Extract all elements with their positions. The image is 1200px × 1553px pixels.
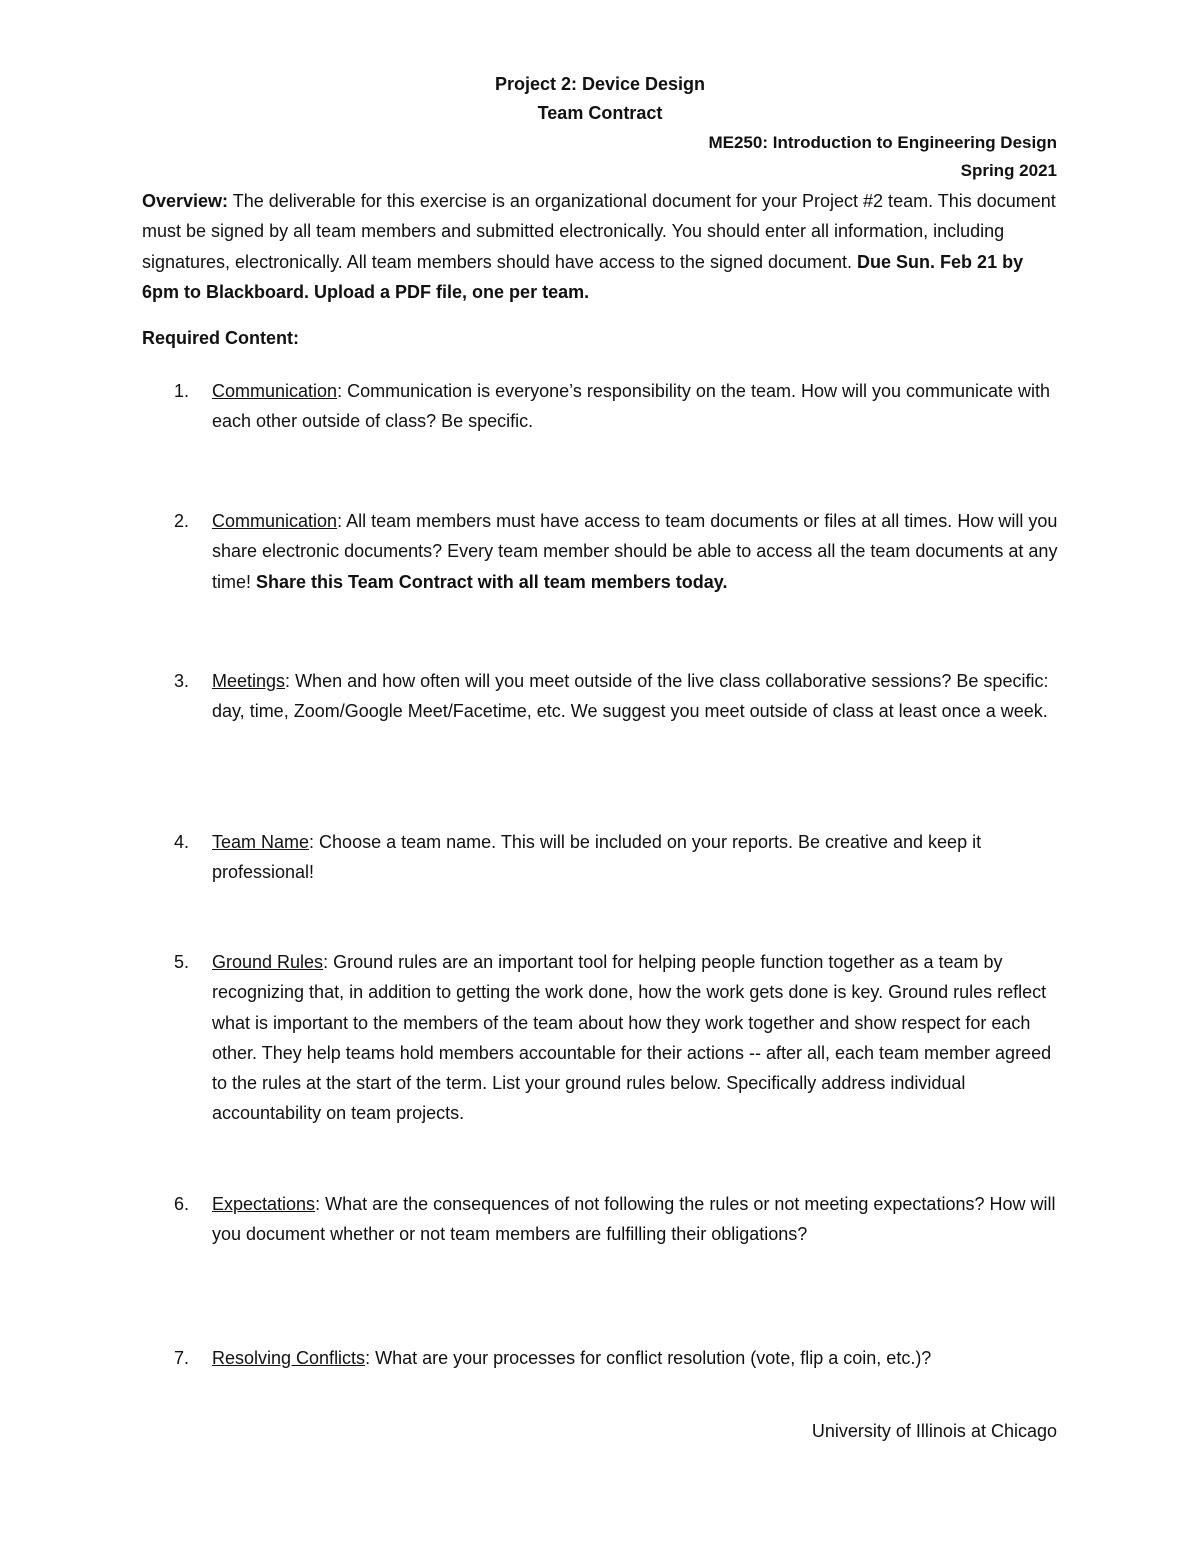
due-date-notice: Due Sun. Feb 21 by 6pm to Blackboard. Upload a PDF file, one per team.	[142, 251, 1024, 302]
item-text: What are your processes for conflict resolution (vote, flip a coin, etc.)?	[370, 1348, 932, 1368]
item-body	[212, 666, 1062, 727]
course-name: ME250: Introduction to Engineering Design	[708, 133, 1057, 152]
term-label: Spring 2021	[960, 161, 1057, 180]
item-body	[212, 1189, 1062, 1250]
item-text: What are the consequences of not following the rules or not meeting expectations? How will you document whether or not team members are fulfilling their obligations?	[212, 1194, 1056, 1245]
item-bold-text: Share this Team Contract with all team members today.	[256, 571, 728, 592]
list-item	[142, 1343, 1062, 1373]
list-item	[142, 947, 1062, 1129]
item-colon: :	[337, 381, 343, 401]
item-number: 5.	[174, 952, 190, 972]
item-colon: :	[337, 511, 343, 531]
overview-text: The deliverable for this exercise is an organizational document for your Project #2 team. This document must be signed by all team members and submitted electronically. You should enter all information, including signatures, electronically. All team members should have access to the signed document.	[142, 191, 1056, 272]
item-body	[212, 827, 1062, 888]
list-item	[142, 376, 1062, 437]
item-text: Ground rules are an important tool for helping people function together as a team by recognizing that, in addition to getting the work done, how the work gets done is key. Ground rules reflect what is important to the members of the team about how they work together and show respect for each other. They help teams hold members accountable for their actions -- after all, each team member agreed to the rules at the start of the term. List your ground rules below. Specifically address individual accountability on team projects.	[212, 952, 1052, 1124]
item-body	[212, 947, 1062, 1129]
item-heading: Communication	[212, 381, 338, 401]
item-heading: Meetings	[212, 671, 286, 691]
item-body	[212, 1343, 1062, 1373]
overview-paragraph	[142, 186, 1062, 307]
item-heading: Ground Rules	[212, 952, 324, 972]
item-number: 3.	[174, 671, 190, 691]
item-text: Choose a team name. This will be included on your reports. Be creative and keep it professional!	[212, 832, 982, 883]
item-number: 4.	[174, 832, 190, 852]
document-title: Project 2: Device Design	[494, 74, 706, 94]
item-heading: Team Name	[212, 832, 310, 852]
list-item	[142, 666, 1062, 727]
item-text: Communication is everyone’s responsibility on the team. How will you communicate with each other outside of class? Be specific.	[212, 381, 1051, 432]
list-item	[142, 1189, 1062, 1250]
item-colon: :	[309, 832, 315, 852]
item-heading: Communication	[212, 511, 338, 531]
item-text: When and how often will you meet outside of the live class collaborative sessions? Be specific: day, time, Zoom/Google Meet/Facetime, etc. We suggest you meet outside of class at least once a week.	[212, 671, 1049, 722]
item-colon: :	[285, 671, 291, 691]
item-text: All team members must have access to team documents or files at all times. How will you share electronic documents? Every team member should be able to access all the team documents at any time!	[212, 511, 1058, 592]
item-number: 7.	[174, 1348, 190, 1368]
item-heading: Resolving Conflicts	[212, 1348, 366, 1368]
document-subtitle: Team Contract	[537, 103, 663, 123]
footer-institution: University of Illinois at Chicago	[811, 1421, 1057, 1441]
list-item	[142, 506, 1062, 597]
item-number: 1.	[174, 381, 190, 401]
required-content-heading: Required Content:	[142, 328, 299, 348]
item-colon: :	[323, 952, 329, 972]
item-colon: :	[315, 1194, 321, 1214]
item-number: 6.	[174, 1194, 190, 1214]
overview-label: Overview:	[142, 191, 229, 211]
item-body	[212, 506, 1062, 597]
item-body	[212, 376, 1062, 437]
item-heading: Expectations	[212, 1194, 316, 1214]
item-colon: :	[365, 1348, 371, 1368]
list-item	[142, 827, 1062, 888]
item-number: 2.	[174, 511, 190, 531]
